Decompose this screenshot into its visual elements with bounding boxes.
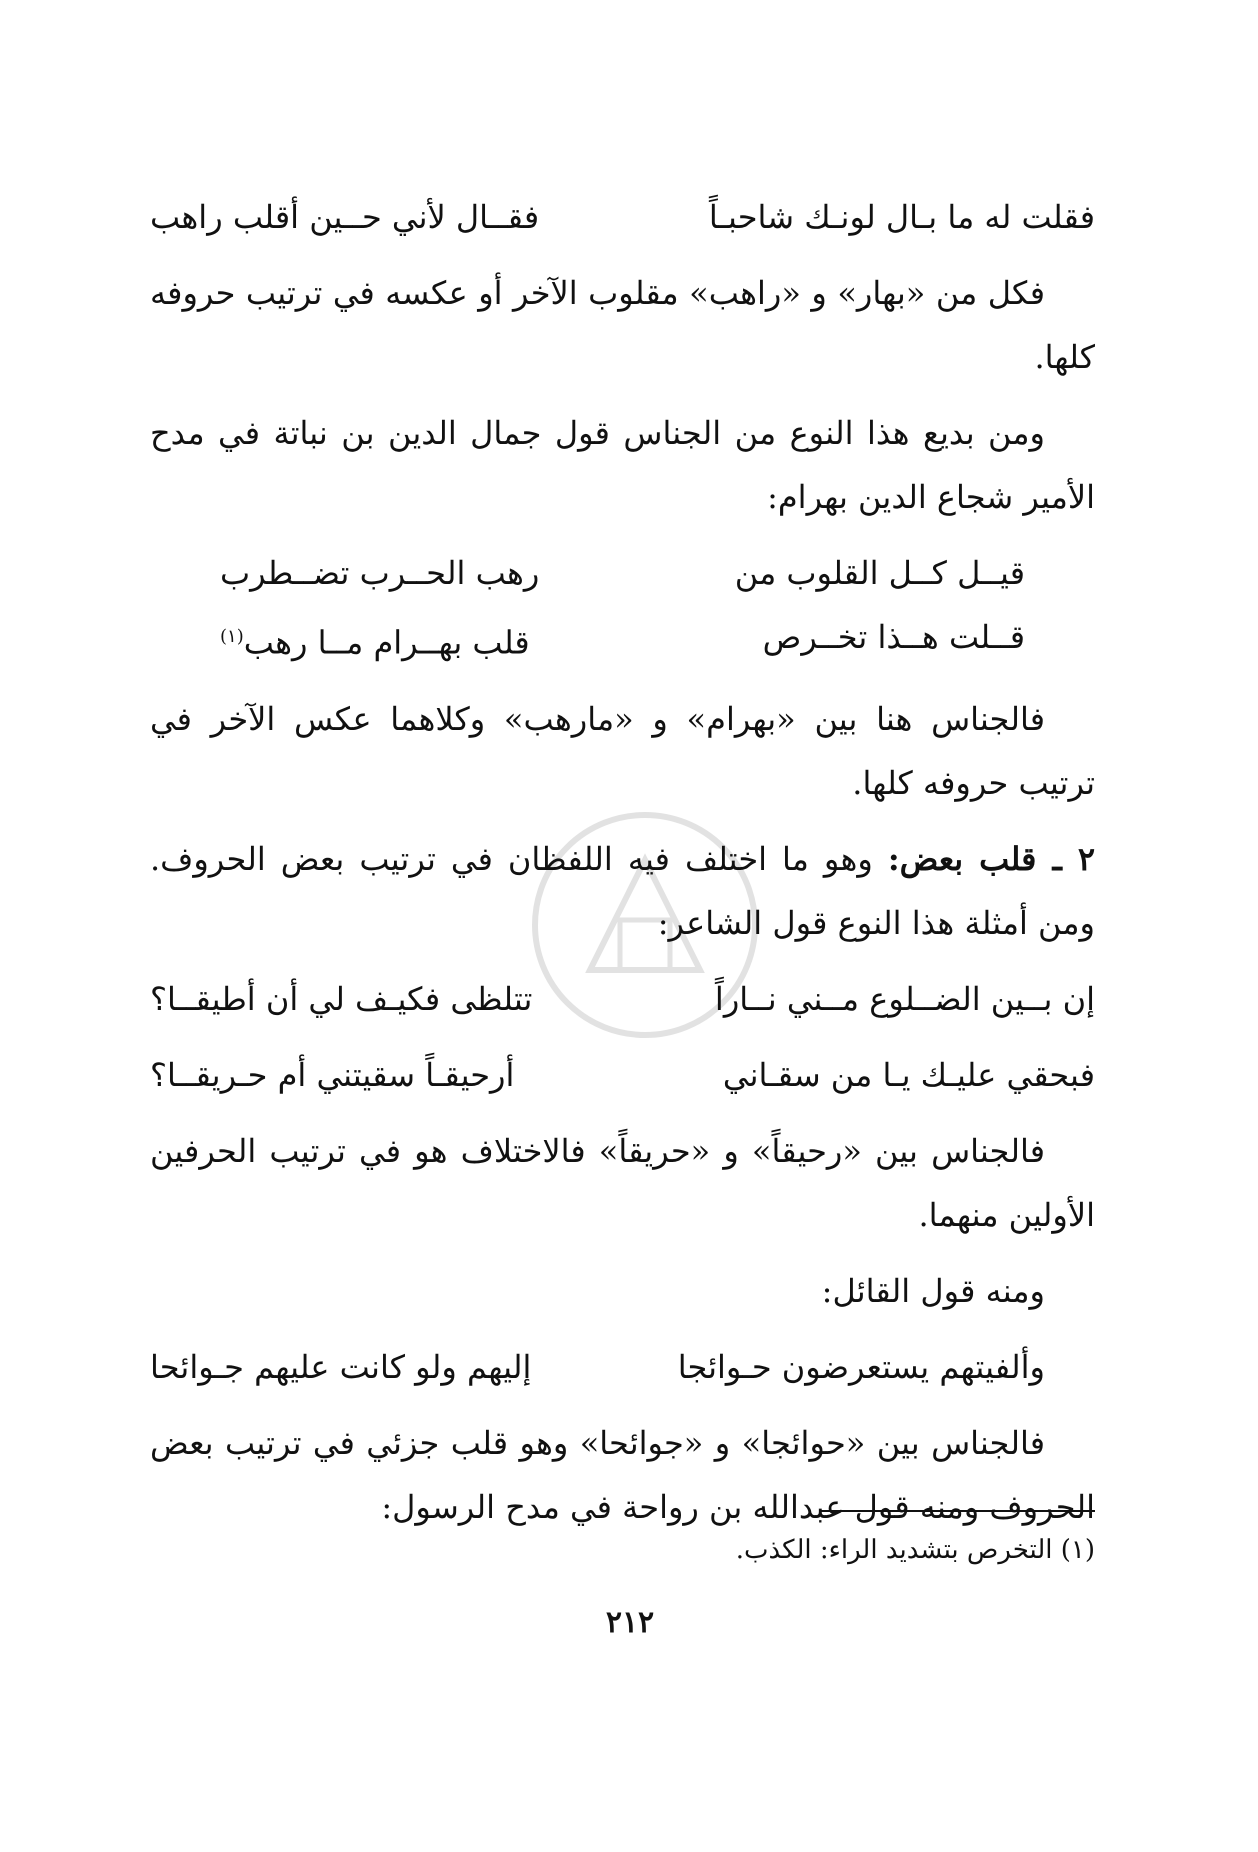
verse-line	[220, 541, 1025, 605]
verse-line	[150, 1335, 1095, 1399]
verse-line	[150, 1043, 1095, 1107]
verse-line	[220, 605, 1025, 675]
paragraph: ومن بديع هذا النوع من الجناس قول جمال الدين بن نباتة في مدح الأمير شجاع الدين بهرام:	[150, 414, 1095, 516]
verse-text: قلب بهــرام مــا رهب	[243, 623, 530, 662]
footnote: (١) التخرص بتشديد الراء: الكذب.	[735, 1535, 1095, 1565]
verse-hemistich-right: إن بــين الضــلوع مــني نــاراً	[714, 979, 1095, 1018]
verse-hemistich-right: قــلت هــذا تخــرص	[762, 618, 1025, 656]
verse-hemistich-left: إليهم ولو كانت عليهم جـوائحا	[150, 1347, 532, 1386]
paragraph: فالجناس هنا بين «بهرام» و «مارهب» وكلاهما عكس الآخر في ترتيب حروفه كلها.	[150, 699, 1095, 802]
footnote-divider	[820, 1510, 1095, 1512]
section-heading: ٢ ـ قلب بعض:	[887, 839, 1096, 878]
paragraph	[150, 827, 1095, 955]
paragraph: ومنه قول القائل:	[821, 1271, 1045, 1310]
paragraph: فالجناس بين «رحيقاً» و «حريقاً» فالاختلاف هو في ترتيب الحرفين الأولين منهما.	[150, 1131, 1095, 1234]
verse-hemistich-left: فقــال لأني حــين أقلب راهب	[150, 198, 540, 236]
verse-hemistich-left: أرحيقـاً سقيتني أم حـريقــا؟	[150, 1055, 515, 1094]
paragraph: فالجناس بين «حوائجا» و «جوائحا» وهو قلب جزئي في ترتيب بعض الحروف ومنه قول عبدالله بن رواحة في مدح الرسول:	[150, 1423, 1095, 1526]
footnote-marker: (١)	[220, 626, 244, 647]
verse-hemistich-right: فقلت له ما بـال لونـك شاحبـاً	[708, 198, 1095, 236]
verse-line	[150, 185, 1095, 249]
verse-hemistich-left: تتلظى فكيـف لي أن أطيقــا؟	[150, 979, 533, 1018]
paragraph: فكل من «بهار» و «راهب» مقلوب الآخر أو عكسه في ترتيب حروفه كلها.	[150, 274, 1095, 376]
verse-block	[220, 541, 1025, 675]
verse-line	[150, 967, 1095, 1031]
verse-hemistich-right: فبحقي عليـك يـا من سقـاني	[722, 1055, 1095, 1094]
page-number: ٢١٢	[605, 1605, 655, 1640]
main-text	[150, 185, 1095, 1551]
verse-hemistich-right: قيــل كــل القلوب من	[734, 554, 1025, 592]
verse-hemistich-left: رهب الحــرب تضــطرب	[220, 554, 540, 592]
paragraph-body: وهو ما اختلف فيه اللفظان في ترتيب بعض الحروف. ومن أمثلة هذا النوع قول الشاعر:	[150, 839, 1095, 942]
verse-hemistich-left	[220, 605, 530, 675]
verse-hemistich-right: وألفيتهم يستعرضون حـوائجا	[677, 1347, 1045, 1386]
